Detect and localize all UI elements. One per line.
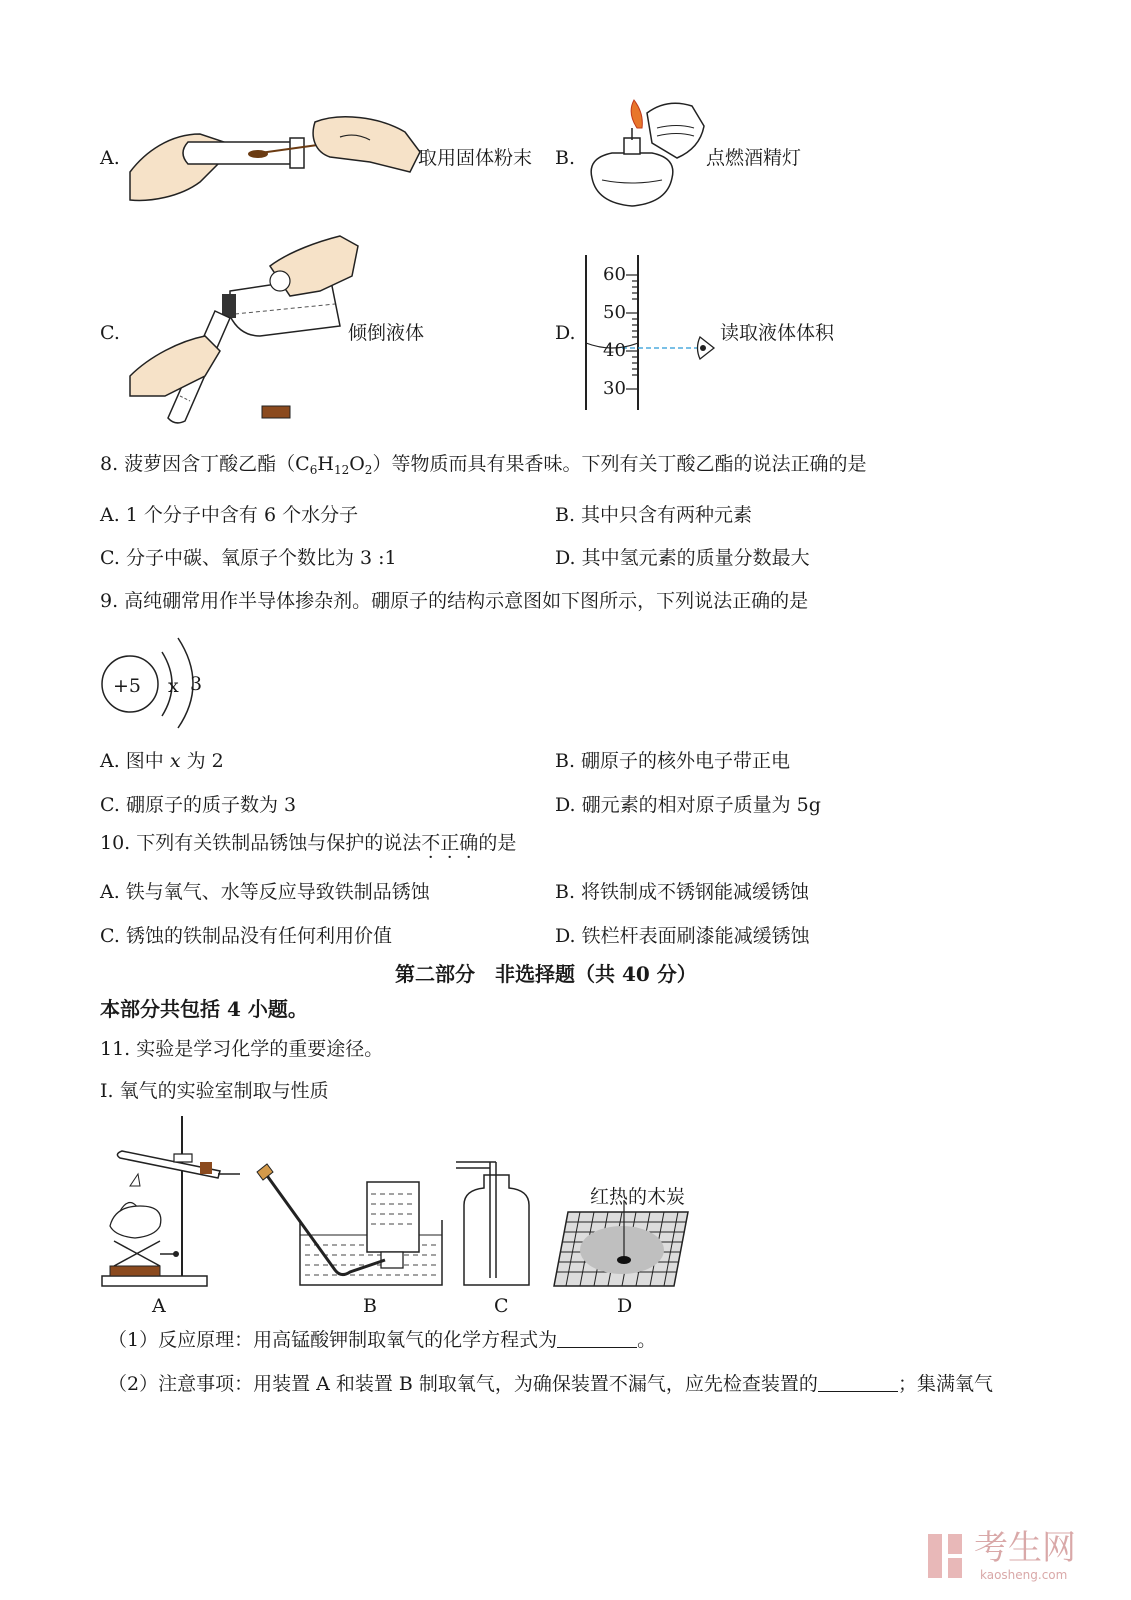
watermark-url: kaosheng.com — [980, 1568, 1068, 1582]
q8-stem-post: ）等物质而具有果香味。下列有关丁酸乙酯的说法正确的是 — [372, 453, 867, 475]
option-c-caption: 倾倒液体 — [348, 322, 425, 344]
formula-h-sub: 12 — [333, 463, 350, 477]
formula-c-sub: 6 — [309, 463, 318, 477]
q10-option-a: A. 铁与氧气、水等反应导致铁制品锈蚀 — [100, 881, 430, 903]
q8-option-b: B. 其中只含有两种元素 — [555, 504, 753, 526]
q8-option-a: A. 1 个分子中含有 6 个水分子 — [100, 504, 359, 526]
watermark-brand: 考生网 — [974, 1528, 1076, 1568]
q9-a-var: x — [169, 750, 181, 772]
take-powder-illustration — [130, 112, 420, 202]
nucleus-charge: +5 — [113, 675, 142, 697]
q10-option-b: B. 将铁制成不锈钢能减缓锈蚀 — [555, 881, 810, 903]
q9-option-a — [100, 749, 224, 773]
q9-option-c: C. 硼原子的质子数为 3 — [100, 794, 297, 816]
apparatus-c-illustration — [454, 1160, 544, 1288]
q11-p1-pre: （1）反应原理：用高锰酸钾制取氧气的化学方程式为 — [108, 1329, 558, 1351]
q9-a-post: 为 2 — [180, 750, 224, 772]
light-alcohol-lamp-illustration — [582, 98, 707, 220]
q10-stem-post: 的是 — [478, 832, 517, 854]
q8-option-d: D. 其中氢元素的质量分数最大 — [555, 547, 810, 569]
apparatus-b-illustration — [255, 1160, 445, 1288]
apparatus-c-label: C — [494, 1295, 509, 1317]
part2-note: 本部分共包括 4 小题。 — [100, 997, 308, 1021]
shell-2-electrons: 3 — [190, 673, 203, 695]
option-d-caption: 读取液体体积 — [720, 322, 835, 344]
apparatus-d-caption: 红热的木炭 — [590, 1186, 686, 1208]
apparatus-b-label: B — [363, 1295, 377, 1317]
option-a-caption: 取用固体粉末 — [418, 147, 533, 169]
formula-o-sub: 2 — [364, 463, 373, 477]
formula-c: C — [295, 453, 310, 475]
q10-emphasis-3: 确 — [459, 832, 479, 854]
shell-1-electrons: x — [168, 675, 179, 697]
option-b-caption: 点燃酒精灯 — [706, 147, 802, 169]
q11-sub1: I. 氧气的实验室制取与性质 — [100, 1080, 329, 1102]
q11-part2 — [108, 1372, 993, 1396]
answer-blank-1[interactable] — [557, 1329, 637, 1348]
q8-option-c: C. 分子中碳、氧原子个数比为 3 :1 — [100, 547, 397, 569]
option-d-letter: D. — [555, 322, 576, 344]
pour-liquid-illustration — [130, 236, 360, 426]
q11-p2-post: ；集满氧气 — [897, 1373, 993, 1395]
q8-stem-pre: 8. 菠萝因含丁酸乙酯（ — [100, 453, 296, 475]
q10-emphasis-2: 正 — [440, 832, 460, 854]
cylinder-tick-30: 30 — [603, 378, 626, 399]
part2-title: 第二部分 非选择题（共 40 分） — [395, 962, 697, 986]
q10-emphasis-1: 不 — [421, 832, 441, 854]
q9-option-b: B. 硼原子的核外电子带正电 — [555, 750, 791, 772]
cylinder-tick-60: 60 — [603, 264, 626, 285]
q11-p2-pre: （2）注意事项：用装置 A 和装置 B 制取氧气，为确保装置不漏气，应先检查装置的 — [108, 1373, 818, 1395]
option-c-letter: C. — [100, 322, 120, 344]
q9-a-pre: A. 图中 — [100, 750, 170, 772]
cylinder-tick-40: 40 — [603, 340, 626, 361]
kaosheng-logo-icon — [926, 1532, 966, 1580]
apparatus-a-illustration — [100, 1116, 240, 1288]
q10-option-c: C. 锈蚀的铁制品没有任何利用价值 — [100, 925, 392, 947]
option-b-letter: B. — [555, 147, 576, 169]
q11-part1 — [108, 1328, 656, 1352]
answer-blank-2[interactable] — [818, 1373, 898, 1392]
q8-stem — [100, 452, 866, 482]
cylinder-tick-50: 50 — [603, 302, 626, 323]
apparatus-a-label: A — [152, 1295, 166, 1317]
formula-h: H — [317, 453, 334, 475]
formula-o: O — [349, 453, 365, 475]
q10-stem — [100, 831, 516, 855]
q11-stem: 11. 实验是学习化学的重要途径。 — [100, 1038, 384, 1060]
apparatus-d-illustration — [552, 1210, 690, 1288]
apparatus-d-label: D — [617, 1295, 633, 1317]
q11-p1-post: 。 — [637, 1329, 657, 1351]
q10-option-d: D. 铁栏杆表面刷漆能减缓锈蚀 — [555, 925, 810, 947]
option-a-letter: A. — [100, 147, 120, 169]
q9-option-d: D. 硼元素的相对原子质量为 5g — [555, 794, 821, 816]
q9-stem: 9. 高纯硼常用作半导体掺杂剂。硼原子的结构示意图如下图所示，下列说法正确的是 — [100, 590, 809, 612]
q10-stem-pre: 10. 下列有关铁制品锈蚀与保护的说法 — [100, 832, 422, 854]
